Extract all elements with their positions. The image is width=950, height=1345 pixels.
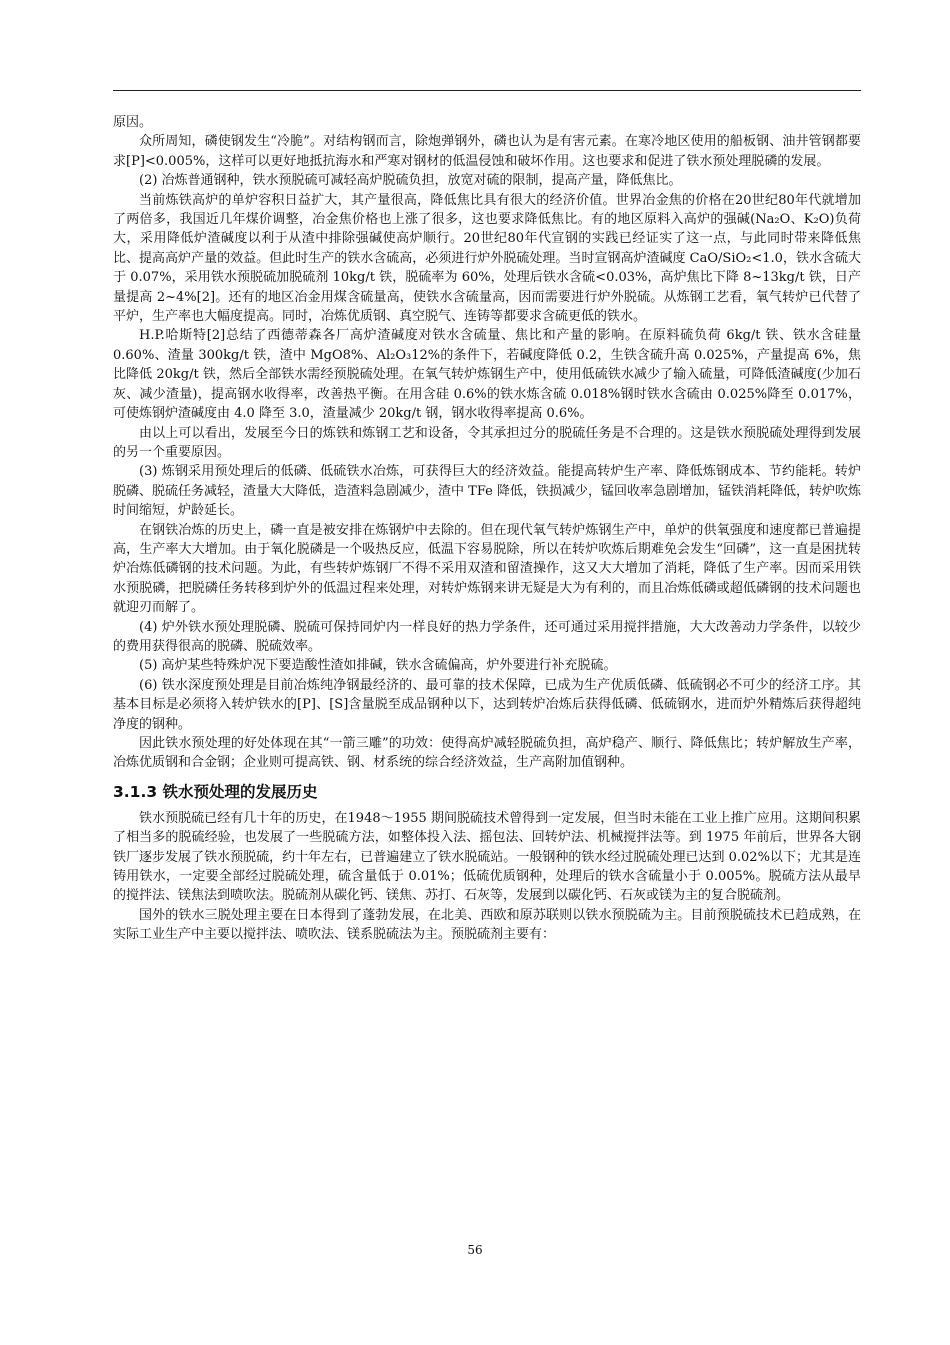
- paragraph-abroad: 国外的铁水三脱处理主要在日本得到了蓬勃发展，在北美、西欧和原苏联则以铁水预脱硫为主。目前预脱硫技术已趋成熟，在实际工业生产中主要以搅拌法、喷吹法、镁系脱硫法为主。预脱硫剂主要有：: [113, 907, 861, 943]
- paragraph-blast-furnace: 当前炼铁高炉的单炉容积日益扩大，其产量很高，降低焦比具有很大的经济价值。世界冶金焦的价格在20世纪80年代就增加了两倍多，我国近几年煤价调整，冶金焦价格也上涨了很多，这也要求降低焦比。有的地区原料入高炉的强碱(Na₂O、K₂O)负荷大，采用降低炉渣碱度以利于从渣中排除强碱使高炉顺行。20世纪80年代宣钢的实践已经证实了这一点，与此同时带来降低焦比、提高高炉产量的效益。但此时生产的铁水含硫高，必须进行炉外脱硫处理。当时宣钢高炉渣碱度 CaO/SiO₂<1.0，铁水含硫大于 0.07%，采用铁水预脱硫加脱硫剂 10kg/t 铁，脱硫率为 60%，处理后铁水含硫<0.03%，高炉焦比下降 8~13kg/t 铁，日产量提高 2~4%[2]。还有的地区冶金用煤含硫量高，使铁水含硫量高，因而需要进行炉外脱硫。从炼钢工艺看，氧气转炉已代替了平炉，生产率也大幅度提高。同时，冶炼优质钢、真空脱气、连铸等都要求含硫更低的铁水。: [113, 192, 861, 325]
- paragraph-item-6: (6) 铁水深度预处理是目前冶炼纯净钢最经济的、最可靠的技术保障，已成为生产优质低磷、低硫钢必不可少的经济工序。其基本目标是必须将入转炉铁水的[P]、[S]含量脱至成品钢种以下，达到转炉冶炼后获得低磷、低硫钢水，进而炉外精炼后获得超纯净度的钢种。: [113, 677, 861, 732]
- body-text: [113, 113, 861, 945]
- paragraph-steel-history: 在钢铁冶炼的历史上，磷一直是被安排在炼钢炉中去除的。但在现代氧气转炉炼钢生产中，单炉的供氧强度和速度都已普遍提高，生产率大大增加。由于氧化脱磷是一个吸热反应，低温下容易脱除，所以在转炉吹炼后期难免会发生“回磷”，这一直是困扰转炉冶炼低磷钢的技术问题。为此，有些转炉炼钢厂不得不采用双渣和留渣操作，这又大大增加了消耗，降低了生产率。因而采用铁水预脱磷，把脱磷任务转移到炉外的低温过程来处理，对转炉炼钢来讲无疑是大为有利的，而且冶炼低磷或超低磷钢的技术问题也就迎刃而解了。: [113, 522, 861, 616]
- paragraph-phosphorus: 众所周知，磷使钢发生“冷脆”。对结构钢而言，除炮弹钢外，磷也认为是有害元素。在寒冷地区使用的船板钢、油井管钢都要求[P]<0.005%，这样可以更好地抵抗海水和严寒对钢材的低温侵蚀和破坏作用。这也要求和促进了铁水预处理脱磷的发展。: [113, 134, 861, 169]
- paragraph-development-history: 铁水预脱硫已经有几十年的历史，在1948～1955 期间脱硫技术曾得到一定发展，但当时未能在工业上推广应用。这期间积累了相当多的脱硫经验，也发展了一些脱硫方法，如整体投入法、摇包法、回转炉法、机械搅拌法等。到 1975 年前后，世界各大钢铁厂逐步发展了铁水预脱硫，约十年左右，已普遍建立了铁水脱硫站。一般钢种的铁水经过脱硫处理已达到 0.02%以下；尤其是连铸用铁水，一定要全部经过脱硫处理，硫含量低于 0.01%；低硫优质钢种，处理后的铁水含硫量小于 0.005%。脱硫方法从最早的搅拌法、镁焦法到喷吹法。脱硫剂从碳化钙、镁焦、苏打、石灰等，发展到以碳化钙、石灰或镁为主的复合脱硫剂。: [113, 810, 861, 904]
- section-heading: 3.1.3 铁水预处理的发展历史: [113, 782, 318, 801]
- header-rule: [113, 90, 861, 91]
- paragraph-item-5: (5) 高炉某些特殊炉况下要造酸性渣如排碱，铁水含硫偏高，炉外要进行补充脱硫。: [139, 658, 617, 674]
- paragraph-haster: H.P.哈斯特[2]总结了西德蒂森各厂高炉渣碱度对铁水含硫量、焦比和产量的影响。在原料硫负荷 6kg/t 铁、铁水含硅量 0.60%、渣量 300kg/t 铁，渣中 MgO8%、Al₂O₃12%的条件下，若碱度降低 0.2，生铁含硫升高 0.025%，产量提高 6%，焦比降低 20kg/t 铁，然后全部铁水需经预脱硫处理。在氧气转炉炼钢生产中，使用低硫铁水减少了输入硫量，可降低渣碱度(少加石灰、减少渣量)，提高钢水收得率，改善热平衡。在用含硅 0.6%的铁水炼含硫 0.018%钢时铁水含硫由 0.025%降至 0.017%，可使炼钢炉渣碱度由 4.0 降至 3.0，渣量减少 20kg/t 钢，钢水收得率提高 0.6%。: [113, 328, 861, 422]
- page-number: 56: [467, 1243, 483, 1257]
- paragraph-conclusion: 因此铁水预处理的好处体现在其“一箭三雕”的功效：使得高炉减轻脱硫负担，高炉稳产、顺行、降低焦比；转炉解放生产率，冶炼优质钢和合金钢；企业则可提高铁、钢、材系统的综合经济效益，生产高附加值钢种。: [113, 736, 861, 771]
- paragraph-summary: 由以上可以看出，发展至今日的炼铁和炼钢工艺和设备，令其承担过分的脱硫任务是不合理的。这是铁水预脱硫处理得到发展的另一个重要原因。: [113, 425, 861, 460]
- paragraph-reason-continued: 原因。: [113, 115, 153, 130]
- paragraph-item-2: (2) 冶炼普通钢种，铁水预脱硫可减轻高炉脱硫负担，放宽对硫的限制，提高产量，降低焦比。: [139, 173, 682, 189]
- paragraph-item-3: (3) 炼钢采用预处理后的低磷、低硫铁水冶炼，可获得巨大的经济效益。能提高转炉生产率、降低炼钢成本、节约能耗。转炉脱磷、脱硫任务减轻，渣量大大降低，造渣料急剧减少，渣中 TFe 降低，铁损减少，锰回收率急剧增加，锰铁消耗降低，转炉吹炼时间缩短，炉龄延长。: [113, 464, 861, 519]
- paragraph-item-4: (4) 炉外铁水预处理脱磷、脱硫可保持同炉内一样良好的热力学条件，还可通过采用搅拌措施，大大改善动力学条件，以较少的费用获得很高的脱磷、脱硫效率。: [113, 619, 861, 654]
